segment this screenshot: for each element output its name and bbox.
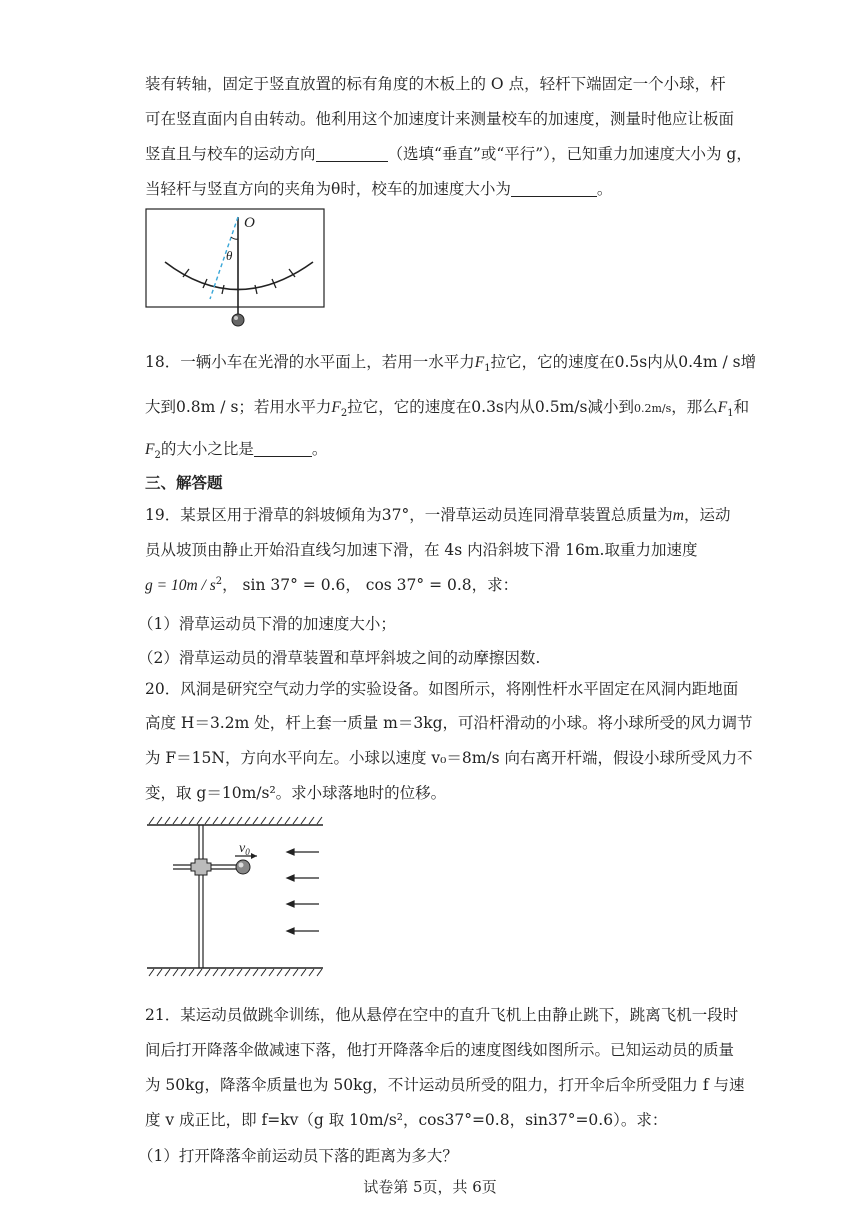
q21-subquestion-1: （1）打开降落伞前运动员下落的距离为多大？ [138,1147,458,1165]
answer-blank[interactable] [254,441,312,458]
q21-line-2: 间后打开降落伞做减速下落，他打开降落伞后的速度图线如图所示。已知运动员的质量 [145,1041,735,1059]
q20-line-4: 变，取 g＝10m/s²。求小球落地时的位移。 [145,784,447,802]
q21-line-3: 为 50kg，降落伞质量也为 50kg，不计运动员所受的阻力，打开伞后伞所受阻力 f 与速 [145,1076,745,1094]
q18-line-2: 大到0.8m / s；若用水平力$F_2$拉它，它的速度在0.3s内从0.5m/s减小到0.2m/s，那么$F_1$和 [145,398,750,420]
page-footer: 试卷第 5页，共 6页 [363,1178,497,1196]
q18-line-1: 18．一辆小车在光滑的水平面上，若用一水平力$F_1$拉它，它的速度在0.5s内从0.4m / s增 [145,353,757,375]
q19-line-1: 19．某景区用于滑草的斜坡倾角为37°，一滑草运动员连同滑草装置总质量为m，运动 [145,506,731,524]
answer-blank[interactable] [511,181,597,198]
q19-subquestion-2: （2）滑草运动员的滑草装置和草坪斜坡之间的动摩擦因数. [138,649,541,667]
section-heading: 三、解答题 [145,474,223,492]
q17-line-3: 竖直且与校车的运动方向 （选填“垂直”或“平行”），已知重力加速度大小为 g， [145,145,752,163]
q17-line-2: 可在竖直面内自由转动。他利用这个加速度计来测量校车的加速度，测量时他应让板面 [145,110,735,128]
velocity-label: $v_0$ [239,841,250,857]
q19-subquestion-1: （1）滑草运动员下滑的加速度大小； [138,615,396,633]
accelerometer-figure [145,207,327,329]
q18-line-3: $F_2$的大小之比是 。 [145,440,328,462]
q21-line-1: 21．某运动员做跳伞训练，他从悬停在空中的直升飞机上由静止跳下，跳离飞机一段时 [145,1006,739,1024]
angle-label: θ [226,248,233,263]
q19-line-2: 员从坡顶由静止开始沿直线匀加速下滑，在 4s 内沿斜坡下滑 16m.取重力加速度 [145,541,698,559]
q20-line-1: 20．风洞是研究空气动力学的实验设备。如图所示，将刚性杆水平固定在风洞内距地面 [145,680,739,698]
answer-blank[interactable] [316,146,388,163]
q20-line-2: 高度 H＝3.2m 处，杆上套一质量 m＝3kg，可沿杆滑动的小球。将小球所受的风力调节 [145,714,753,732]
pivot-label: O [244,215,255,231]
q20-line-3: 为 F＝15N，方向水平向左。小球以速度 v₀＝8m/s 向右离开杆端，假设小球所受风力不 [145,749,753,767]
q17-line-1: 装有转轴，固定于竖直放置的标有角度的木板上的 O 点，轻杆下端固定一个小球，杆 [145,75,726,93]
q17-line-4: 当轻杆与竖直方向的夹角为θ时，校车的加速度大小为 。 [145,180,613,198]
q19-line-3: $g = 10m / s^2$， sin 37° = 0.6， cos 37° = 0.8，求： [145,575,519,594]
q21-line-4: 度 v 成正比，即 f=kv（g 取 10m/s²，cos37°=0.8，sin37°=0.6）。求： [145,1111,668,1129]
wind-tunnel-figure [145,815,325,983]
